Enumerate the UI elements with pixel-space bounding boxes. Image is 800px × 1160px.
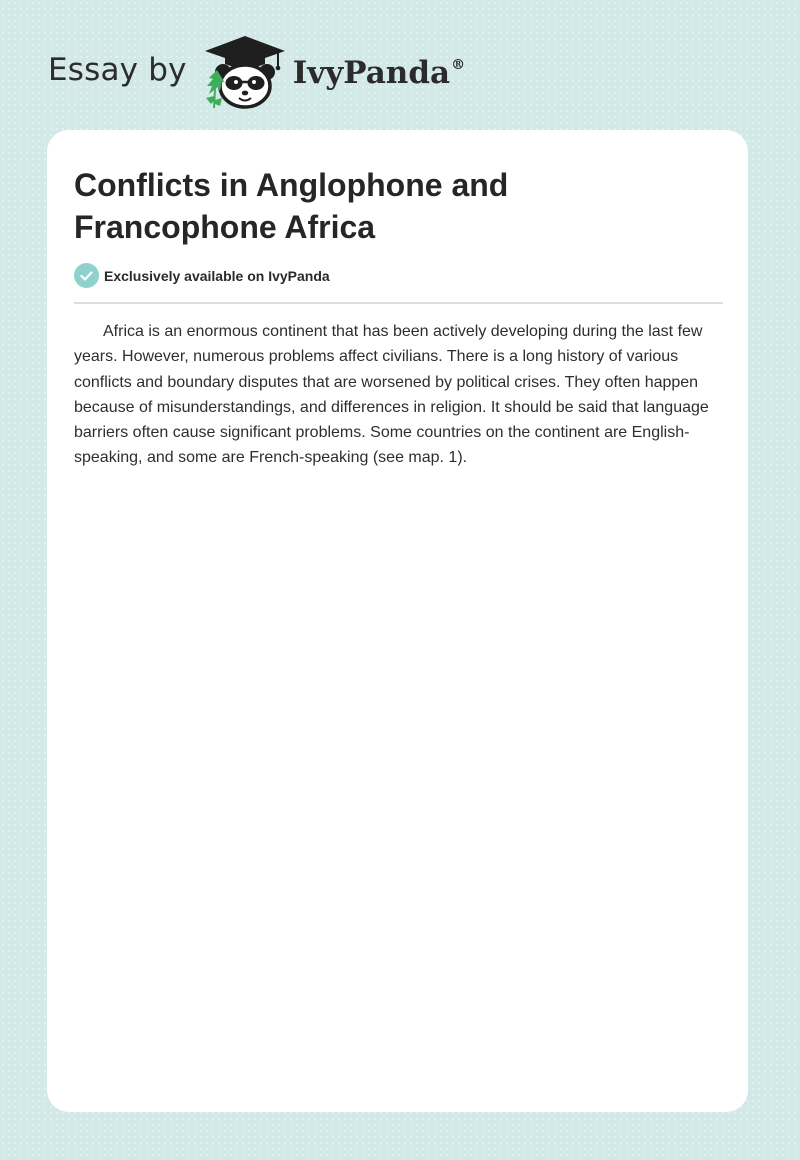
exclusive-badge — [74, 263, 330, 288]
exclusive-badge-text: Exclusively available on IvyPanda — [104, 267, 330, 284]
article-title: Conflicts in Anglophone and Francophone Africa — [74, 167, 509, 245]
article-paragraph: Africa is an enormous continent that has been actively developing during the last few years. However, numerous problems affect civilians. There is a long history of various conflicts and boundary disputes that are worsened by political crises. They often happen because of misunderstandings, and differences in religion. It should be said that language barriers often cause significant problems. Some countries on the continent are English-speaking, and some are French-speaking (see map. 1). — [74, 323, 709, 467]
check-icon — [74, 263, 99, 288]
brand-name[interactable]: IvyPanda® — [292, 55, 466, 91]
site-header — [48, 34, 465, 110]
panda-logo-icon[interactable] — [201, 34, 289, 110]
article-card — [47, 130, 748, 1112]
registered-mark: ® — [451, 57, 466, 73]
divider — [74, 302, 723, 304]
essay-by-label: Essay by — [48, 52, 187, 88]
